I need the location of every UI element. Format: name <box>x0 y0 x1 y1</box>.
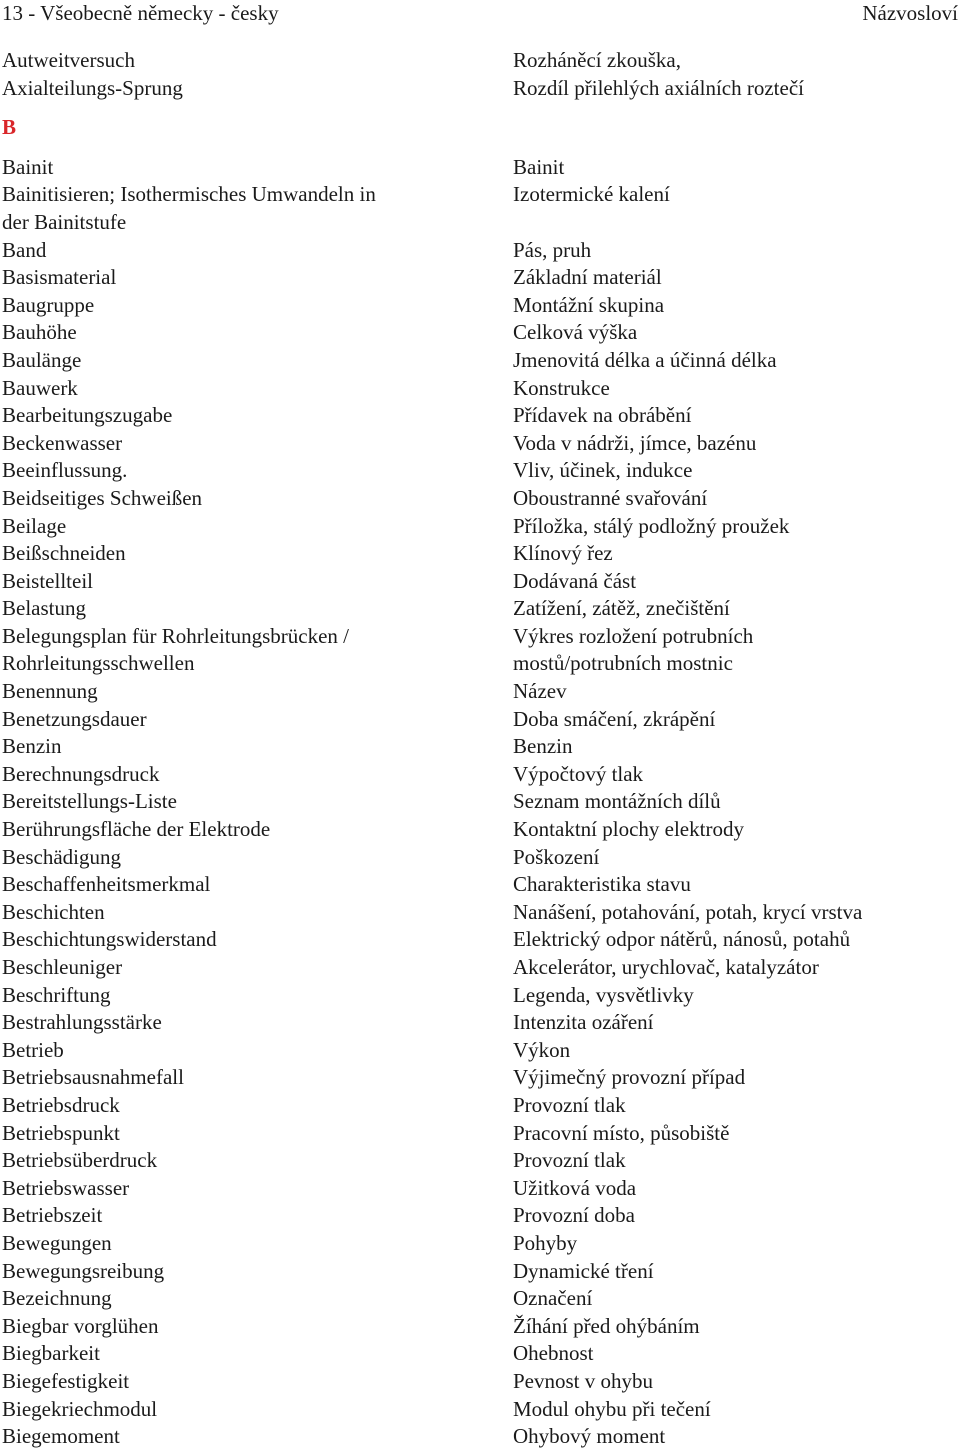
page-header <box>0 0 960 26</box>
german-term: Beschädigung <box>2 844 121 869</box>
czech-term: Žíhání před ohýbáním <box>513 1313 700 1338</box>
row-spacer <box>0 102 960 114</box>
czech-term: Legenda, vysvětlivky <box>513 982 694 1007</box>
glossary-row <box>0 1175 960 1203</box>
czech-term: Výpočtový tlak <box>513 761 644 786</box>
glossary-row <box>0 788 960 816</box>
german-term: Berührungsfläche der Elektrode <box>2 817 271 842</box>
czech-term: Základní materiál <box>513 265 662 290</box>
german-term: Bestrahlungsstärke <box>2 1010 162 1035</box>
czech-term: Elektrický odpor nátěrů, nánosů, potahů <box>513 927 851 952</box>
czech-term: Pevnost v ohybu <box>513 1368 654 1393</box>
glossary-row <box>0 1037 960 1065</box>
german-term: Bewegungen <box>2 1230 112 1255</box>
czech-term: Intenzita ozáření <box>513 1010 654 1035</box>
glossary-row <box>0 47 960 75</box>
german-term: Baugruppe <box>2 292 95 317</box>
glossary-row <box>0 1202 960 1230</box>
glossary-row <box>0 954 960 982</box>
german-term: Bearbeitungszugabe <box>2 403 173 428</box>
german-term: Beschichtungswiderstand <box>2 927 217 952</box>
glossary-row <box>0 926 960 954</box>
czech-term: Kontaktní plochy elektrody <box>513 817 744 842</box>
glossary-row <box>0 1340 960 1368</box>
german-term: Bauhöhe <box>2 320 77 345</box>
german-term: Bauwerk <box>2 375 78 400</box>
czech-term: Izotermické kalení <box>513 182 670 207</box>
czech-term: Nanášení, potahování, potah, krycí vrstva <box>513 899 863 924</box>
czech-term: Pohyby <box>513 1230 578 1255</box>
glossary-row <box>0 650 960 678</box>
german-term: Belastung <box>2 596 86 621</box>
german-term: Beidseitiges Schweißen <box>2 485 203 510</box>
czech-term: Provozní tlak <box>513 1092 626 1117</box>
glossary-row <box>0 1313 960 1341</box>
german-term: der Bainitstufe <box>2 209 127 234</box>
glossary-row <box>0 513 960 541</box>
german-term: Betriebswasser <box>2 1175 130 1200</box>
czech-term: Bainit <box>513 154 565 179</box>
german-term: Beißschneiden <box>2 541 126 566</box>
czech-term: Poškození <box>513 844 600 869</box>
german-term: Bewegungsreibung <box>2 1258 165 1283</box>
glossary-row <box>0 402 960 430</box>
german-term: Beschleuniger <box>2 955 123 979</box>
czech-term: Vliv, účinek, indukce <box>513 458 693 483</box>
german-term: Beistellteil <box>2 568 93 593</box>
german-term: Bainit <box>2 154 54 179</box>
czech-term: Výkres rozložení potrubních <box>513 623 754 648</box>
glossary-row <box>0 209 960 237</box>
german-term: Biegbarkeit <box>2 1341 100 1366</box>
german-term: Band <box>2 237 47 262</box>
glossary-row <box>0 899 960 927</box>
german-term: Betriebszeit <box>2 1203 103 1228</box>
glossary-row <box>0 264 960 292</box>
glossary-row <box>0 347 960 375</box>
german-term: Bezeichnung <box>2 1286 112 1311</box>
glossary-row <box>0 1423 960 1451</box>
glossary-row <box>0 568 960 596</box>
czech-term: Dodávaná část <box>513 568 637 593</box>
glossary-list <box>0 47 960 1451</box>
german-term: Beckenwasser <box>2 430 123 455</box>
czech-term: Oboustranné svařování <box>513 485 708 510</box>
german-term: Beilage <box>2 513 67 538</box>
glossary-row <box>0 375 960 403</box>
german-term: Beschriftung <box>2 982 111 1007</box>
german-term: Basismaterial <box>2 265 117 290</box>
glossary-row <box>0 237 960 265</box>
czech-term: Dynamické tření <box>513 1258 654 1283</box>
czech-term: Konstrukce <box>513 375 610 400</box>
german-term: Benetzungsdauer <box>2 706 147 731</box>
german-term: Betrieb <box>2 1037 64 1062</box>
german-term: Beschaffenheitsmerkmal <box>2 872 211 897</box>
glossary-row <box>0 319 960 347</box>
glossary-row <box>0 1147 960 1175</box>
czech-term: Benzin <box>513 734 573 759</box>
czech-term: Doba smáčení, zkrápění <box>513 706 716 731</box>
czech-term: Klínový řez <box>513 541 613 566</box>
czech-term: Provozní tlak <box>513 1148 626 1173</box>
czech-term: Pracovní místo, působiště <box>513 1120 730 1145</box>
german-term: Betriebsdruck <box>2 1092 120 1117</box>
czech-term: Pás, pruh <box>513 237 592 262</box>
glossary-row <box>0 485 960 513</box>
glossary-row <box>0 761 960 789</box>
czech-term: Přídavek na obrábění <box>513 403 692 428</box>
czech-term: Celková výška <box>513 320 638 345</box>
header-section: Názvosloví <box>862 1 958 25</box>
glossary-row <box>0 1092 960 1120</box>
czech-term: Výkon <box>513 1037 571 1062</box>
czech-term: Jmenovitá délka a účinná délka <box>513 347 777 372</box>
glossary-row <box>0 1285 960 1313</box>
german-term: B <box>2 115 17 140</box>
row-spacer <box>0 142 960 154</box>
glossary-row <box>0 706 960 734</box>
german-term: Beeinflussung. <box>2 458 128 483</box>
german-term: Bainitisieren; Isothermisches Umwandeln in <box>2 182 376 207</box>
glossary-row <box>0 181 960 209</box>
glossary-row <box>0 457 960 485</box>
german-term: Bereitstellungs-Liste <box>2 789 177 814</box>
german-term: Biegefestigkeit <box>2 1368 130 1393</box>
czech-term: Ohebnost <box>513 1341 594 1366</box>
glossary-row <box>0 871 960 899</box>
czech-term: Modul ohybu při tečení <box>513 1396 711 1421</box>
section-letter <box>0 114 960 142</box>
czech-term: Výjimečný provozní případ <box>513 1065 746 1090</box>
german-term: Biegekriechmodul <box>2 1396 158 1421</box>
czech-term: Charakteristika stavu <box>513 872 691 897</box>
glossary-row <box>0 816 960 844</box>
header-title: 13 - Všeobecně německy - česky <box>2 1 279 25</box>
czech-term: Zatížení, zátěž, znečištění <box>513 596 730 621</box>
german-term: Biegemoment <box>2 1424 120 1449</box>
glossary-row <box>0 154 960 182</box>
czech-term: Označení <box>513 1286 593 1311</box>
german-term: Benzin <box>2 734 62 759</box>
german-term: Biegbar vorglühen <box>2 1313 159 1338</box>
glossary-row <box>0 844 960 872</box>
german-term: Betriebsüberdruck <box>2 1148 158 1173</box>
german-term: Autweitversuch <box>2 48 135 72</box>
glossary-row <box>0 595 960 623</box>
glossary-row <box>0 623 960 651</box>
czech-term: Užitková voda <box>513 1175 637 1200</box>
glossary-row <box>0 1258 960 1286</box>
czech-term: Akcelerátor, urychlovač, katalyzátor <box>513 955 819 979</box>
czech-term: Voda v nádrži, jímce, bazénu <box>513 430 757 455</box>
glossary-row <box>0 733 960 761</box>
czech-term: Název <box>513 679 567 704</box>
german-term: Berechnungsdruck <box>2 761 160 786</box>
german-term: Belegungsplan für Rohrleitungsbrücken / <box>2 623 350 648</box>
german-term: Beschichten <box>2 899 105 924</box>
glossary-row <box>0 430 960 458</box>
german-term: Axialteilungs-Sprung <box>2 75 183 100</box>
czech-term: Příložka, stálý podložný proužek <box>513 513 790 538</box>
german-term: Rohrleitungsschwellen <box>2 651 195 676</box>
glossary-row <box>0 1120 960 1148</box>
czech-term: Rozháněcí zkouška, <box>513 48 681 72</box>
german-term: Betriebsausnahmefall <box>2 1065 184 1090</box>
german-term: Benennung <box>2 679 98 704</box>
czech-term: Ohybový moment <box>513 1424 666 1449</box>
czech-term: Seznam montážních dílů <box>513 789 721 814</box>
glossary-row <box>0 1396 960 1424</box>
glossary-row <box>0 678 960 706</box>
glossary-row <box>0 75 960 103</box>
czech-term: mostů/potrubních mostnic <box>513 651 733 676</box>
czech-term: Montážní skupina <box>513 292 665 317</box>
glossary-row <box>0 1230 960 1258</box>
german-term: Baulänge <box>2 347 82 372</box>
czech-term: Provozní doba <box>513 1203 635 1228</box>
czech-term: Rozdíl přilehlých axiálních roztečí <box>513 75 804 100</box>
glossary-row <box>0 1064 960 1092</box>
german-term: Betriebspunkt <box>2 1120 120 1145</box>
glossary-row <box>0 1368 960 1396</box>
glossary-row <box>0 982 960 1010</box>
glossary-row <box>0 1009 960 1037</box>
glossary-row <box>0 292 960 320</box>
glossary-row <box>0 540 960 568</box>
